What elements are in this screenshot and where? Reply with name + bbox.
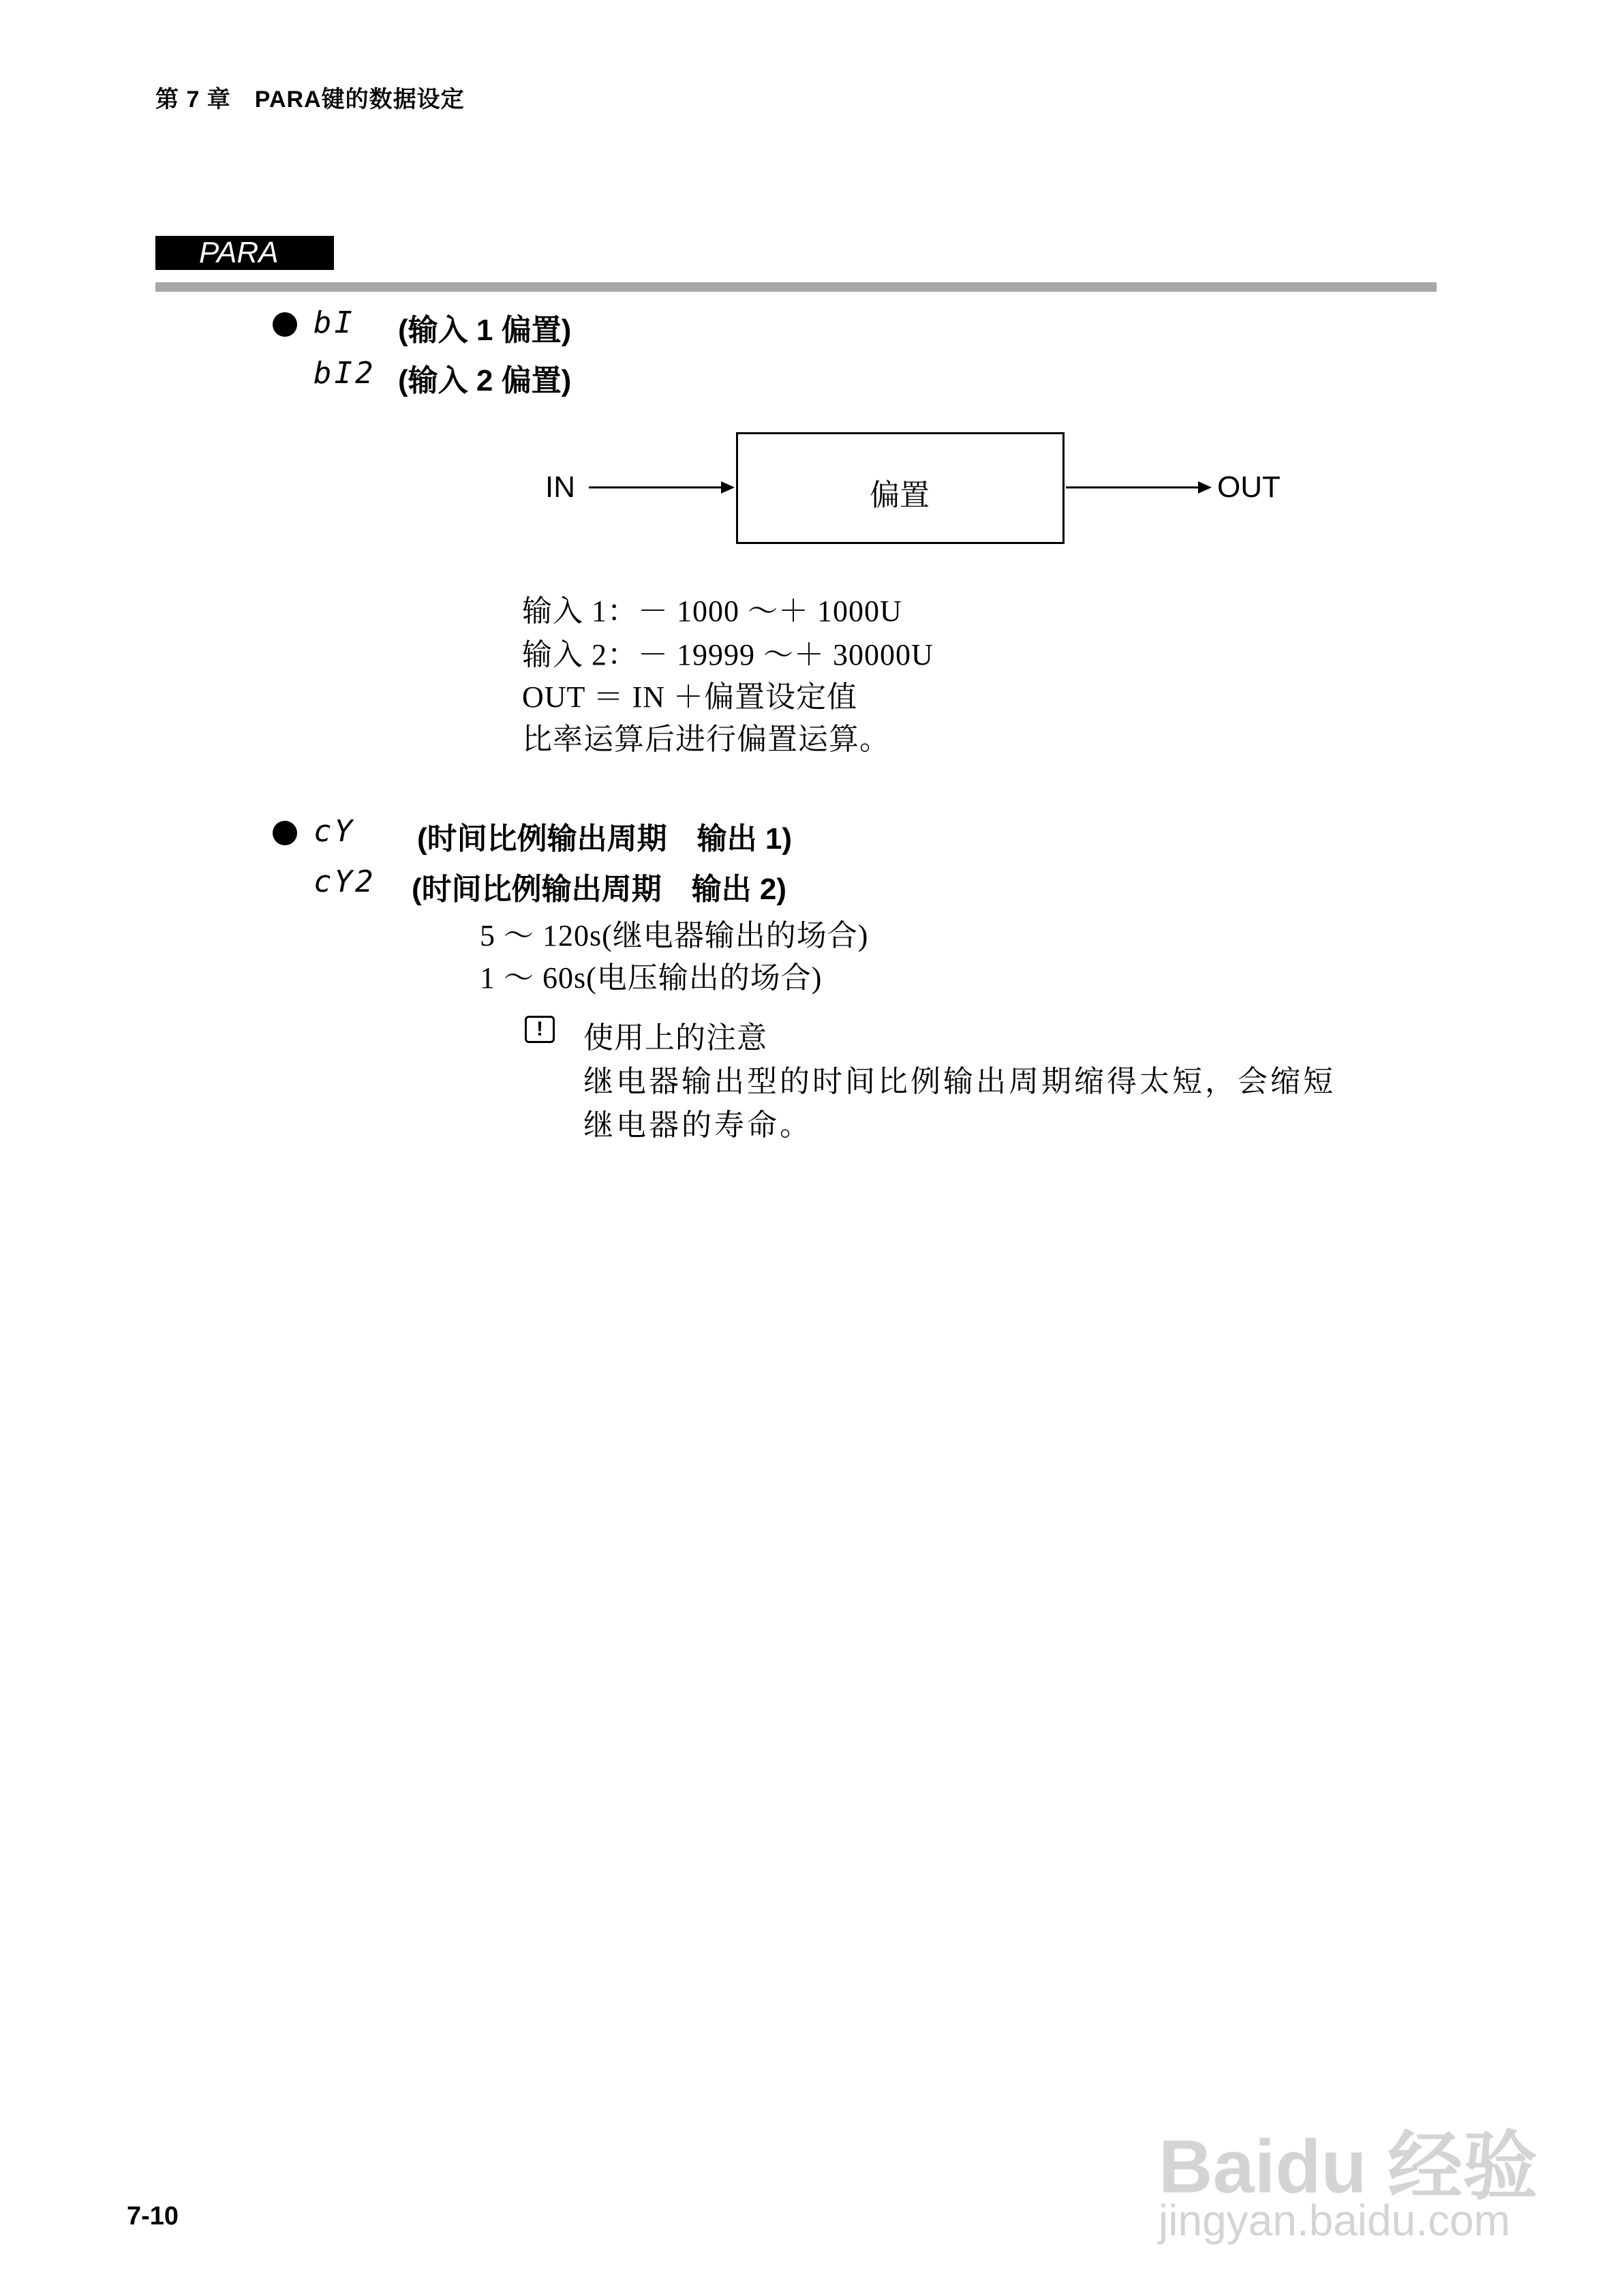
bullet-icon [273,312,297,337]
diagram-in-label: IN [545,470,575,504]
bias-line: OUT ＝ IN ＋偏置设定值 [522,680,858,714]
cycle1-code: cY [313,814,355,849]
cycle-range-line: 5 ～ 120s(继电器输出的场合) [480,919,869,952]
bias2-code: bI2 [313,356,376,391]
cycle2-code: cY2 [313,864,376,899]
caution-icon: ! [525,1016,555,1043]
bias-line: 输入 1：－ 1000 ～＋ 1000U [522,594,902,628]
arrow-out-icon [1065,477,1214,498]
bullet-icon [273,821,297,845]
bias2-label: (输入 2 偏置) [398,364,572,397]
bias-block-label: 偏置 [870,479,930,512]
arrow-in-icon [587,477,737,498]
watermark-brand: Baidu 经验 [1159,2125,1538,2209]
caution-body-line: 继电器输出型的时间比例输出周期缩得太短，会缩短 [583,1065,1336,1098]
diagram-out-label: OUT [1217,470,1281,504]
chapter-header: 第 7 章 PARA键的数据设定 [155,87,465,112]
page-number: 7-10 [127,2202,179,2231]
cycle1-label: (时间比例输出周期 输出 1) [417,822,792,856]
bias1-label: (输入 1 偏置) [398,314,572,347]
section-rule [155,282,1437,292]
bias1-code: bI [313,305,355,340]
watermark-url: jingyan.baidu.com [1159,2196,1510,2245]
bias-line: 比率运算后进行偏置运算。 [522,723,890,756]
cycle2-label: (时间比例输出周期 输出 2) [412,873,786,906]
caution-body-line: 继电器的寿命。 [583,1108,812,1142]
bias-line: 输入 2：－ 19999 ～＋ 30000U [522,638,934,671]
caution-title: 使用上的注意 [583,1021,767,1055]
section-tag: PARA [155,236,334,270]
cycle-range-line: 1 ～ 60s(电压输出的场合) [480,961,823,995]
